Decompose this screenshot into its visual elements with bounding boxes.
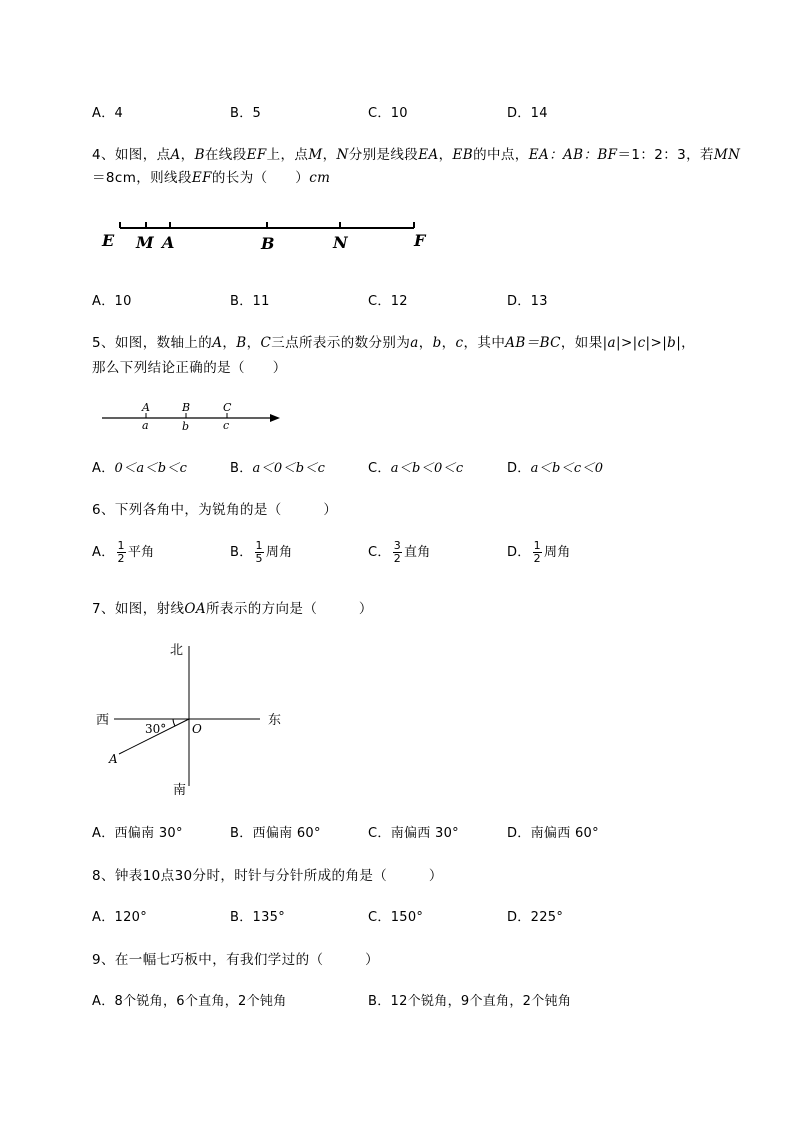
q9-stem: 9、在一幅七巧板中，有我们学过的（ ） [92, 952, 379, 968]
value-c-label: c [223, 419, 230, 432]
value-b-label: b [182, 420, 190, 433]
east-label: 东 [268, 713, 282, 728]
q5-number-line [100, 398, 284, 436]
q4-option-d: D．13 [507, 294, 548, 309]
south-label: 南 [173, 783, 187, 798]
q8-option-a: A．120° [92, 910, 148, 925]
angle-arc [173, 719, 175, 726]
fraction: $\frac{1}{2}$ [117, 539, 125, 565]
label-m: M [136, 233, 154, 252]
label-f: F [414, 231, 426, 250]
q7-option-b: B．西偏南 60° [230, 826, 321, 841]
north-label: 北 [170, 643, 184, 658]
origin-label: O [192, 722, 202, 736]
q4-option-c: C．12 [368, 294, 408, 309]
point-c-label: C [223, 401, 232, 414]
q5-option-b: B．a＜0＜b＜c [230, 461, 326, 476]
label-a: A [162, 233, 175, 252]
q9-option-a: A．8个锐角，6个直角，2个钝角 [92, 994, 287, 1009]
q5-stem-line2: 那么下列结论正确的是（ ） [92, 360, 287, 376]
fraction: $\frac{1}{5}$ [255, 539, 263, 565]
ray-label: A [109, 752, 118, 766]
q3-option-c: C．10 [368, 106, 408, 121]
q6-option-c: C． $\frac{3}{2}$ 直角 [368, 539, 431, 565]
label-b: B [261, 234, 275, 253]
q8-option-d: D．225° [507, 910, 564, 925]
label-n: N [333, 233, 348, 252]
label-e: E [102, 231, 115, 250]
q8-option-c: C．150° [368, 910, 424, 925]
q5-option-c: C．a＜b＜0＜c [368, 461, 464, 476]
q4-option-a: A．10 [92, 294, 132, 309]
q7-option-d: D．南偏西 60° [507, 826, 599, 841]
q3-option-b: B．5 [230, 106, 262, 121]
q7-stem: 7、如图，射线OA所表示的方向是（ ） [92, 601, 373, 617]
q9-option-b: B．12个锐角，9个直角，2个钝角 [368, 994, 572, 1009]
fraction: $\frac{1}{2}$ [533, 539, 541, 565]
q4-option-b: B．11 [230, 294, 270, 309]
q4-segment-figure [96, 216, 436, 256]
west-label: 西 [96, 713, 110, 728]
q6-stem: 6、下列各角中，为锐角的是（ ） [92, 502, 338, 518]
q8-stem: 8、钟表10点30分时，时针与分针所成的角是（ ） [92, 868, 443, 884]
q5-option-d: D．a＜b＜c＜0 [507, 461, 604, 476]
q6-option-b: B． $\frac{1}{5}$ 周角 [230, 539, 293, 565]
q3-option-a: A．4 [92, 106, 124, 121]
q8-option-b: B．135° [230, 910, 286, 925]
q4-stem-line1: 4、如图，点A，B在线段EF上，点M，N分别是线段EA，EB的中点，EA：AB：BF＝1：2：3，若MN [92, 147, 741, 163]
q4-stem-line2: ＝8cm，则线段EF的长为（ ）cm [92, 170, 331, 186]
q6-option-d: D． $\frac{1}{2}$ 周角 [507, 539, 571, 565]
q5-option-a: A．0＜a＜b＜c [92, 461, 188, 476]
q5-stem-line1: 5、如图，数轴上的A，B，C三点所表示的数分别为a，b，c，其中AB＝BC，如果|a|>|c|>|b|， [92, 335, 696, 351]
q7-option-c: C．南偏西 30° [368, 826, 459, 841]
q7-direction-figure [92, 638, 292, 800]
q7-option-a: A．西偏南 30° [92, 826, 183, 841]
fraction: $\frac{3}{2}$ [393, 539, 401, 565]
arrow-head [270, 414, 280, 422]
q3-option-d: D．14 [507, 106, 548, 121]
point-b-label: B [182, 401, 191, 414]
angle-label: 30° [145, 722, 167, 736]
value-a-label: a [142, 419, 149, 432]
q6-option-a: A． $\frac{1}{2}$ 平角 [92, 539, 155, 565]
point-a-label: A [142, 401, 150, 414]
